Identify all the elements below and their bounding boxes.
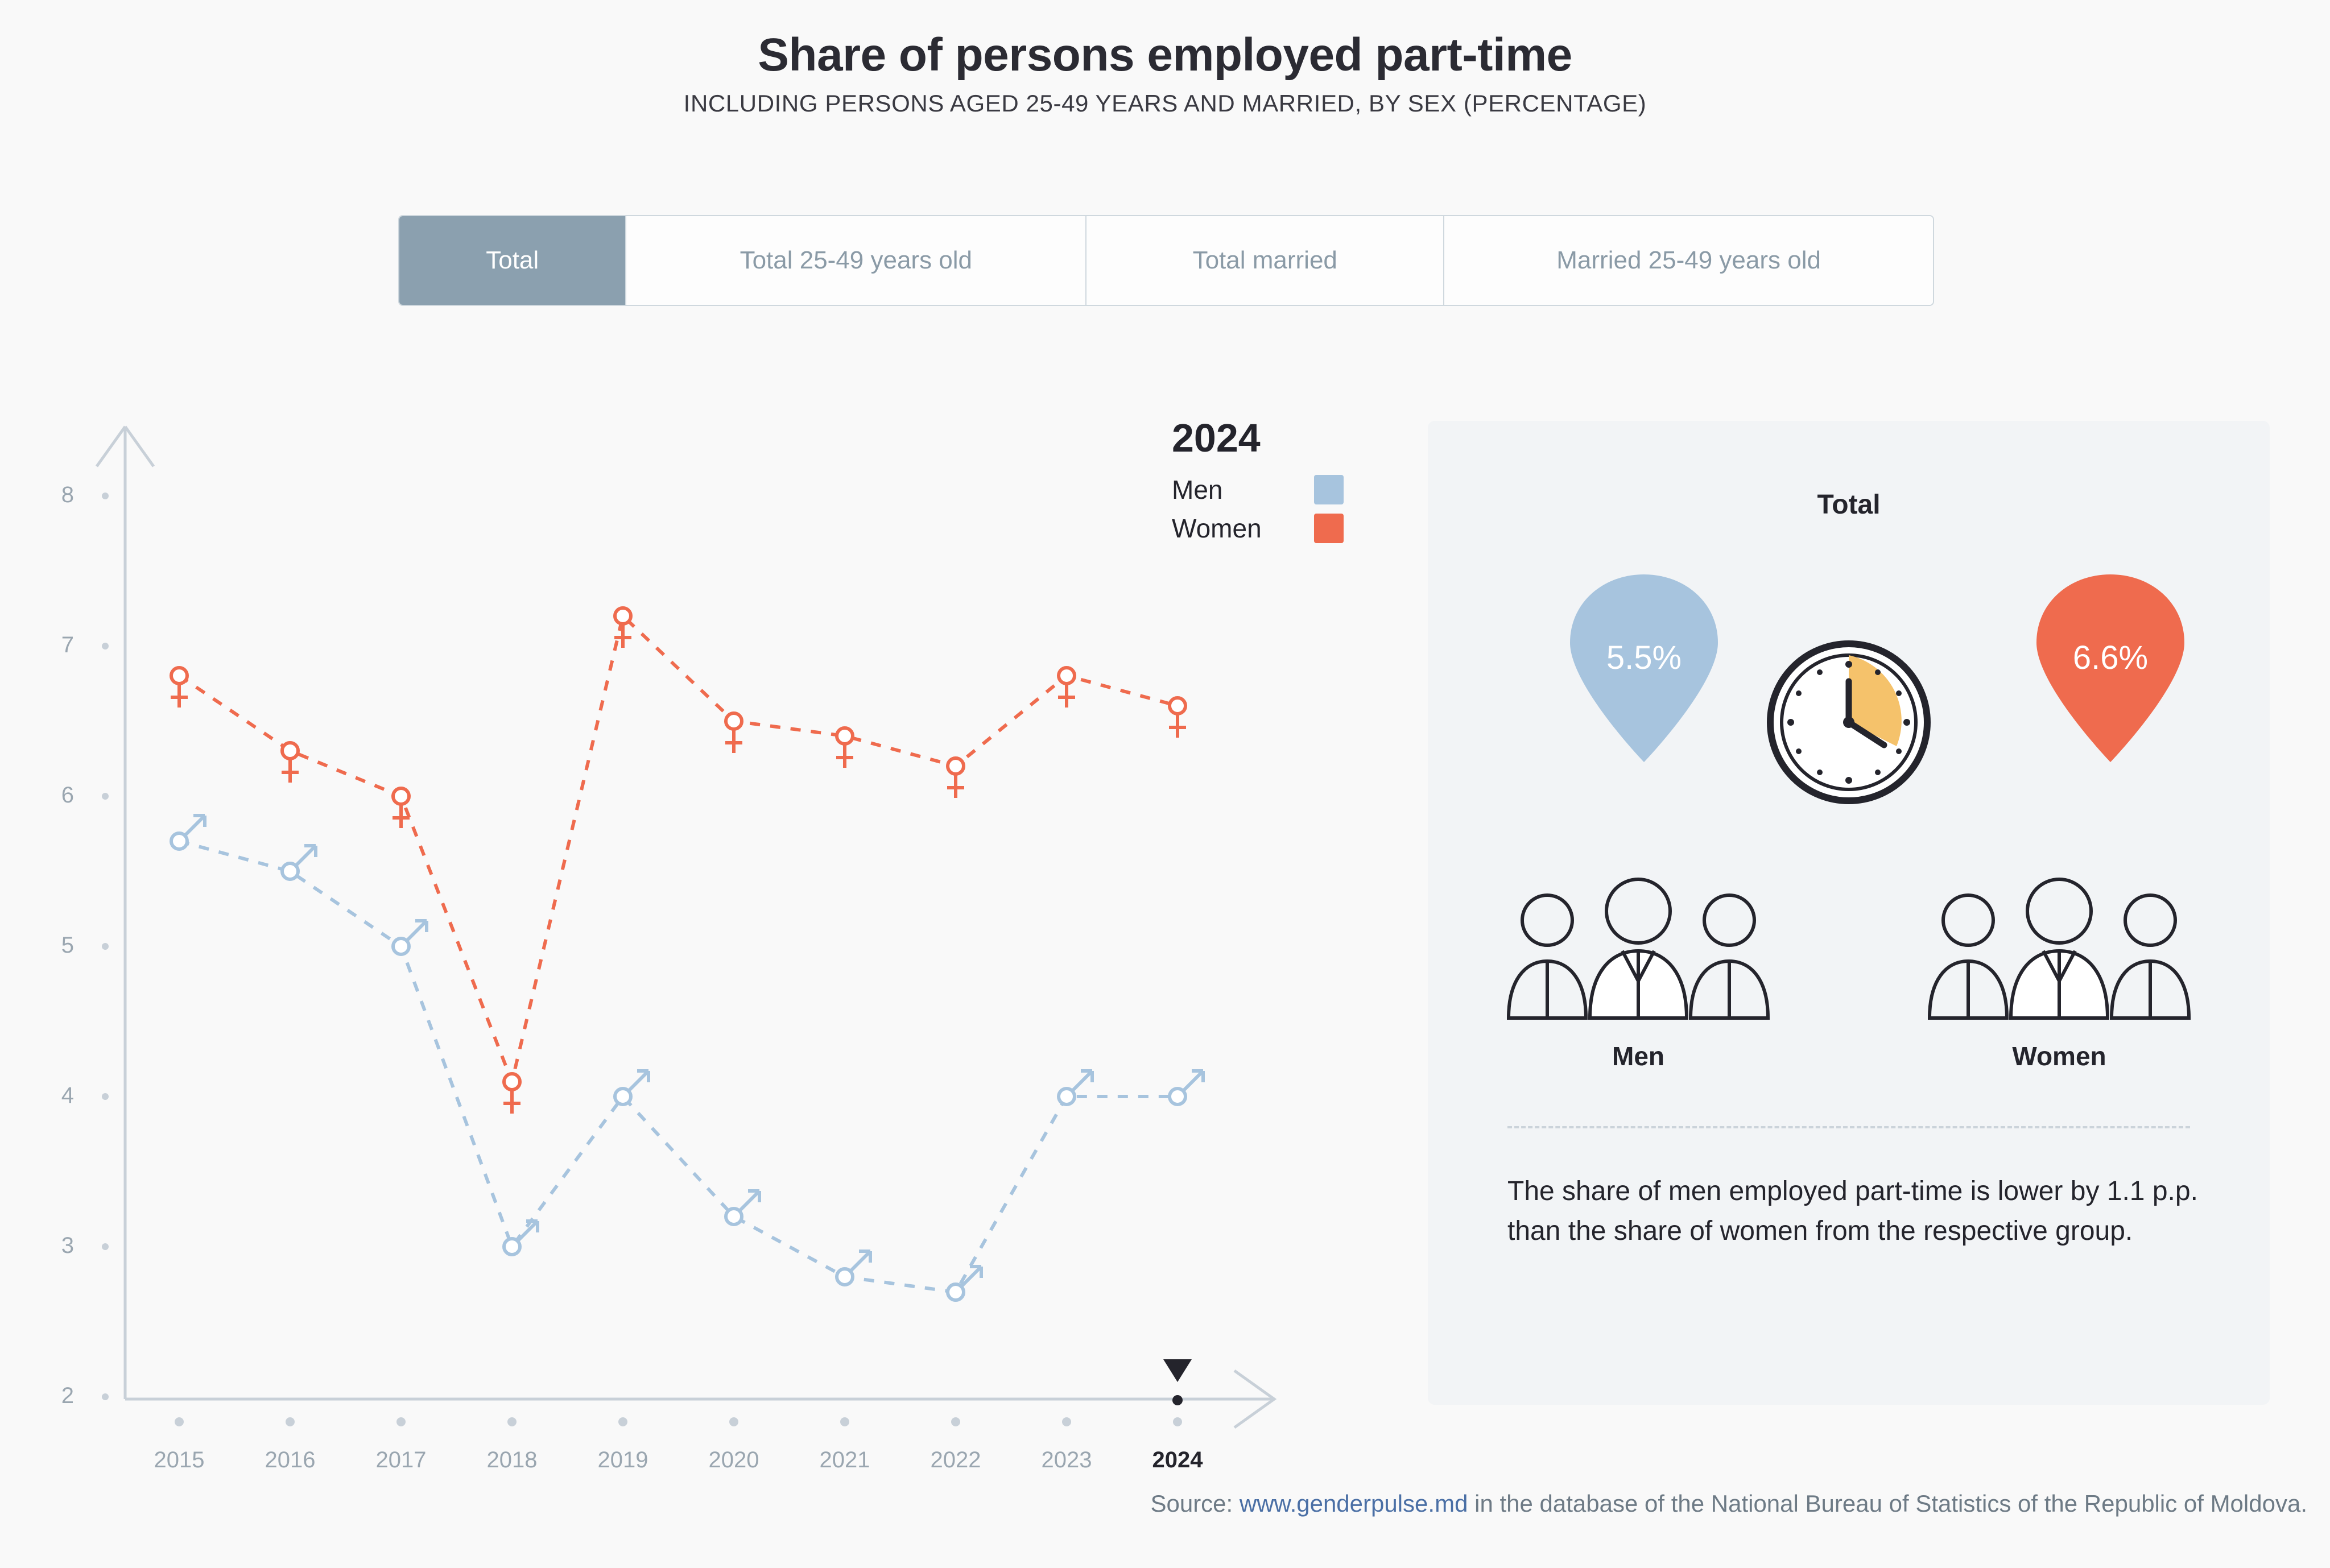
women-value: 6.6% <box>2072 639 2149 676</box>
y-tick-6: 6 <box>61 783 74 808</box>
source-link[interactable]: www.genderpulse.md <box>1239 1490 1468 1517</box>
source-prefix: Source: <box>1150 1490 1240 1517</box>
page-subtitle: INCLUDING PERSONS AGED 25-49 YEARS AND MARRIED, BY SEX (PERCENTAGE) <box>683 90 1647 117</box>
legend-label-men: Men <box>1172 475 1223 504</box>
x-tick-2017: 2017 <box>375 1447 427 1472</box>
y-tick-2: 2 <box>61 1383 74 1408</box>
series-men-line <box>179 841 1178 1292</box>
tab-married-25-49[interactable]: Married 25-49 years old <box>1444 216 1933 305</box>
line-chart <box>34 398 1388 1479</box>
y-tick-7: 7 <box>61 632 74 657</box>
legend-item-women[interactable] <box>1172 513 1411 544</box>
tab-total-25-49[interactable]: Total 25-49 years old <box>626 216 1086 305</box>
summary-card-title: Total <box>1817 490 1881 520</box>
legend-swatch-men <box>1314 475 1344 504</box>
x-tick-2023: 2023 <box>1041 1447 1092 1472</box>
y-tick-3: 3 <box>61 1233 74 1258</box>
x-tick-2018: 2018 <box>486 1447 538 1472</box>
men-value: 5.5% <box>1606 639 1682 676</box>
legend-year: 2024 <box>1172 416 1261 460</box>
men-group-label: Men <box>1612 1041 1664 1071</box>
y-tick-4: 4 <box>61 1083 74 1108</box>
chart-canvas <box>34 398 1388 1479</box>
female-symbol-icon <box>171 624 1186 1114</box>
x-tick-2019: 2019 <box>597 1447 648 1472</box>
summary-card <box>1428 421 2270 1405</box>
series-women-line <box>179 616 1178 1082</box>
x-tick-2015: 2015 <box>154 1447 205 1472</box>
men-value-pin <box>1559 572 1729 765</box>
clock-icon <box>1763 637 1934 808</box>
male-symbol-icon <box>185 816 1203 1286</box>
series-women-points <box>171 608 1185 1090</box>
tab-total-married[interactable]: Total married <box>1086 216 1444 305</box>
y-tick-8: 8 <box>61 482 74 507</box>
men-people-icon <box>1496 876 1780 1024</box>
x-tick-2022: 2022 <box>930 1447 981 1472</box>
women-value-pin <box>2025 572 2196 765</box>
series-men-points <box>171 833 1185 1300</box>
legend-item-men[interactable] <box>1172 474 1411 505</box>
page-title: Share of persons employed part-time <box>758 29 1572 81</box>
source-suffix: in the database of the National Bureau of Statistics of the Republic of Moldova. <box>1468 1490 2307 1517</box>
legend-label-women: Women <box>1172 514 1262 543</box>
category-tabs <box>398 215 1934 306</box>
y-tick-5: 5 <box>61 933 74 958</box>
source-line <box>0 1490 2330 1517</box>
x-tick-2020: 2020 <box>708 1447 759 1472</box>
tab-total[interactable]: Total <box>399 216 626 305</box>
women-group-label: Women <box>2012 1041 2106 1071</box>
women-people-icon <box>1917 876 2201 1024</box>
x-tick-2021: 2021 <box>819 1447 870 1472</box>
card-note: The share of men employed part-time is lower by 1.1 p.p. than the share of women from the respective group. <box>1507 1176 2198 1246</box>
x-tick-2024: 2024 <box>1152 1447 1203 1472</box>
card-divider <box>1507 1126 2190 1128</box>
legend-swatch-women <box>1314 514 1344 543</box>
x-tick-2016: 2016 <box>265 1447 316 1472</box>
chart-legend <box>1172 415 1411 552</box>
